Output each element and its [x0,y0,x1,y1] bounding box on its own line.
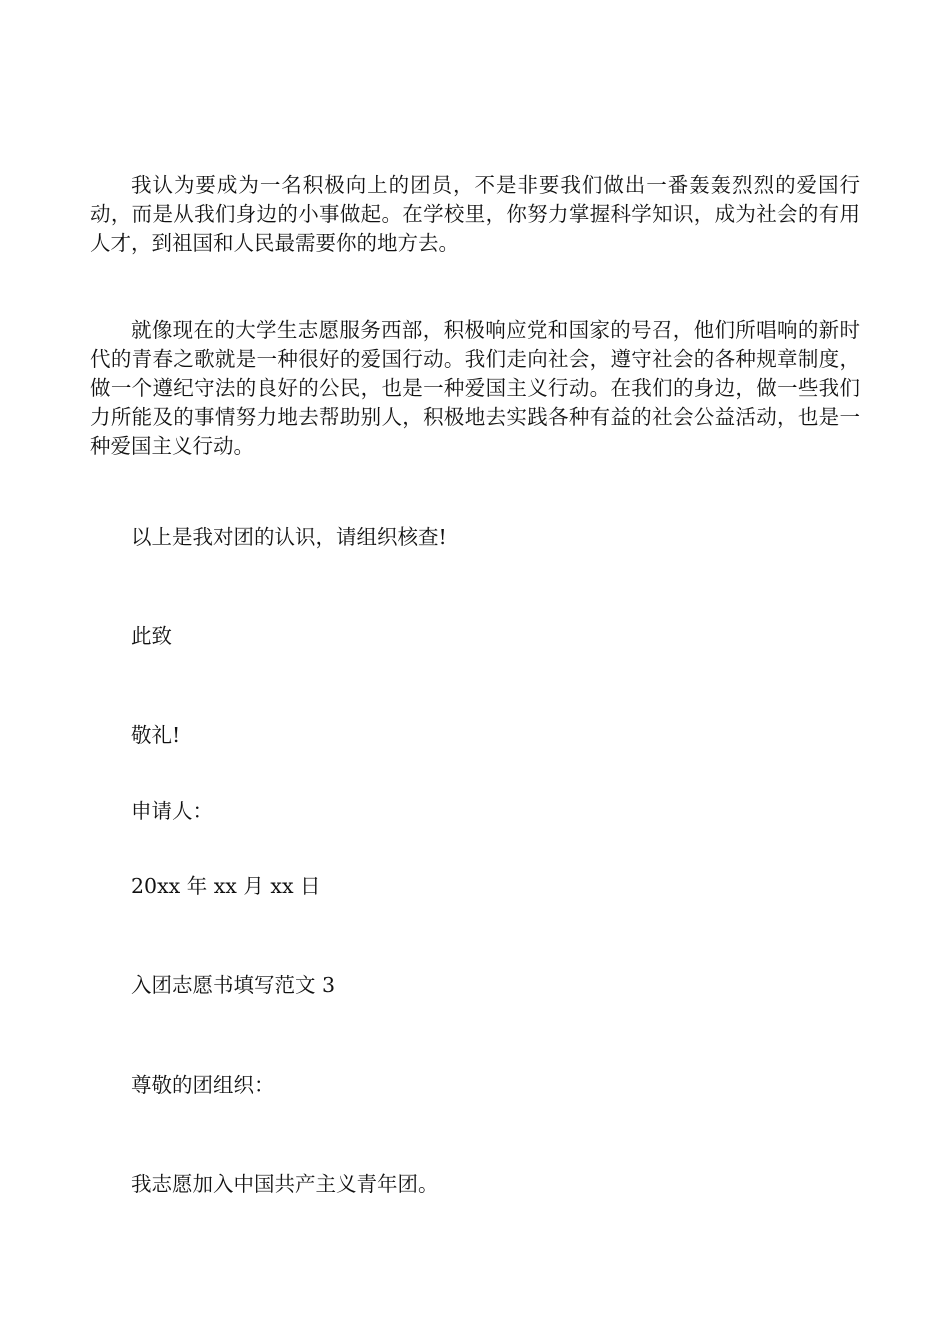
body-paragraph-1: 我认为要成为一名积极向上的团员，不是非要我们做出一番轰轰烈烈的爱国行动，而是从我们身边的小事做起。在学校里，你努力掌握科学知识，成为社会的有用人才，到祖国和人民最需要你的地方去。 [90,173,860,255]
applicant-label: 申请人： [131,799,213,823]
closing-statement: 以上是我对团的认识，请组织核查! [131,525,447,549]
body-paragraph-2: 就像现在的大学生志愿服务西部，积极响应党和国家的号召，他们所唱响的新时代的青春之歌就是一种很好的爱国行动。我们走向社会，遵守社会的各种规章制度，做一个遵纪守法的良好的公民，也是一种爱国主义行动。在我们的身边，做一些我们力所能及的事情努力地去帮助别人，积极地去实践各种有益的社会公益活动，也是一种爱国主义行动。 [90,318,860,458]
opening-line: 我志愿加入中国共产主义青年团。 [131,1172,439,1196]
salutation-cizhi: 此致 [131,624,172,648]
greeting: 尊敬的团组织： [131,1073,275,1097]
salutation-jingli: 敬礼! [131,723,181,747]
date-line: 20xx 年 xx 月 xx 日 [131,874,321,898]
section-title: 入团志愿书填写范文 3 [131,973,336,997]
